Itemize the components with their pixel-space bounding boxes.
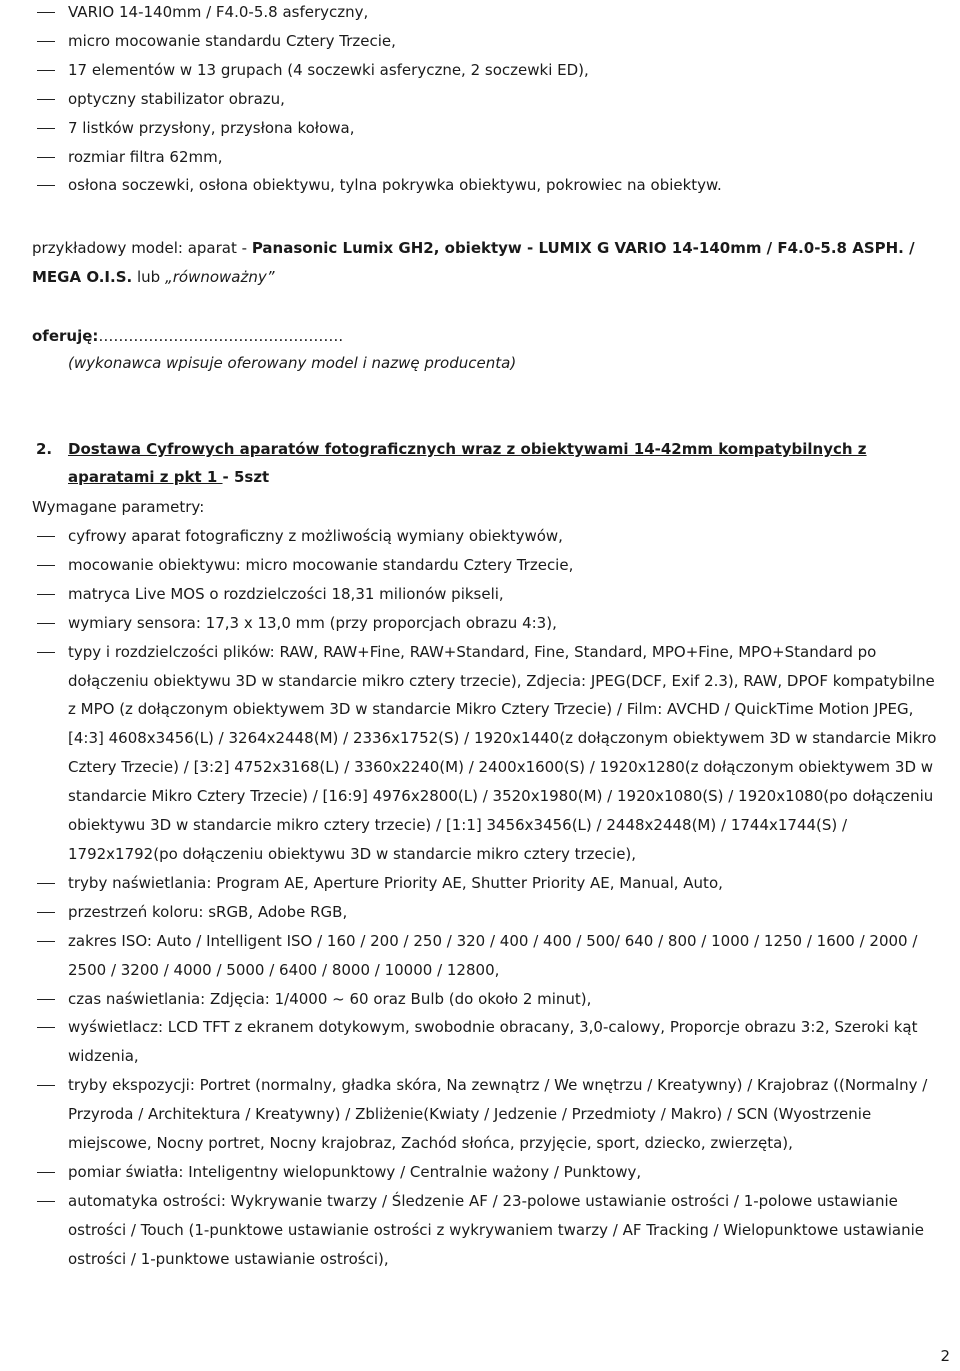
list-item: 17 elementów w 13 grupach (4 soczewki asferyczne, 2 soczewki ED), <box>68 60 589 79</box>
list-item: czas naświetlania: Zdjęcia: 1/4000 ~ 60 oraz Bulb (do około 2 minut), <box>68 989 592 1008</box>
equivalent-text: „równoważny” <box>164 267 275 286</box>
example-model-name: Panasonic Lumix GH2, obiektyw - LUMIX G VARIO 14-140mm / F4.0-5.8 ASPH. / MEGA O.I.S. <box>32 239 915 286</box>
list-item: wyświetlacz: LCD TFT z ekranem dotykowym, swobodnie obracany, 3,0-calowy, Proporcje obrazu 3:2, Szeroki kąt widzenia, <box>68 1018 918 1066</box>
list-item: matryca Live MOS o rozdzielczości 18,31 milionów pikseli, <box>68 584 504 603</box>
section-title-line1: Dostawa Cyfrowych aparatów fotograficznych wraz z obiektywami 14-42mm kompatybilnych z <box>68 440 867 458</box>
list-item: zakres ISO: Auto / Intelligent ISO / 160 / 200 / 250 / 320 / 400 / 400 / 500/ 640 / 800 / 1000 / 1250 / 1600 / 2000 / 2500 / 3200 / 4000 / 5000 / 6400 / 8000 / 10000 / 12800, <box>68 931 918 979</box>
list-item: automatyka ostrości: Wykrywanie twarzy / Śledzenie AF / 23-polowe ustawianie ostrości / 1-polowe ustawianie ostrości / Touch (1-punktowe ustawianie ostrości z wykrywaniem twarzy / AF Tracking / Wielopunktowe ustawianie ostrości / 1-punktowe ustawianie ostrości), <box>68 1191 924 1268</box>
list-item: optyczny stabilizator obrazu, <box>68 89 285 108</box>
example-model-paragraph: przykładowy model: aparat - Panasonic Lumix GH2, obiektyw - LUMIX G VARIO 14-140mm / F4.0-5.8 ASPH. / MEGA O.I.S. lub „równoważny” <box>32 239 915 286</box>
offer-dots: …………………………………………. <box>98 327 344 345</box>
list-item: tryby ekspozycji: Portret (normalny, gładka skóra, Na zewnątrz / We wnętrzu / Kreatywny) / Krajobraz ((Normalny / Przyroda / Architektura / Kreatywny) / Zbliżenie(Kwiaty / Jedzenie / Przedmioty / Makro) / SCN (Wyostrzenie miejscowe, Nocny portret, Nocny krajobraz, Zachód słońca, przyjęcie, sport, dziecko, zwierzęta), <box>68 1076 928 1153</box>
list-item: 7 listków przysłony, przysłona kołowa, <box>68 118 355 137</box>
section-quantity: - 5szt <box>222 468 270 486</box>
page-number: 2 <box>940 1347 950 1365</box>
section-heading <box>36 435 936 491</box>
list-item: pomiar światła: Inteligentny wielopunktowy / Centralnie ważony / Punktowy, <box>68 1162 642 1181</box>
offer-label: oferuję: <box>32 327 99 345</box>
list-item: cyfrowy aparat fotograficzny z możliwością wymiany obiektywów, <box>68 527 563 545</box>
offer-note: (wykonawca wpisuje oferowany model i nazwę producenta) <box>68 354 517 372</box>
list-item: wymiary sensora: 17,3 x 13,0 mm (przy proporcjach obrazu 4:3), <box>68 613 557 632</box>
list-item: typy i rozdzielczości plików: RAW, RAW+Fine, RAW+Standard, Fine, Standard, MPO+Fine, MPO+Standard po dołączeniu obiektywu 3D w standarcie mikro cztery trzecie), Zdjecia: JPEG(DCF, Exif 2.3), RAW, DPOF kompatybilne z MPO (z dołączonym obiektywem 3D w standarcie Mikro Cztery Trzecie) / Film: AVCHD / QuickTime Motion JPEG, [4:3] 4608x3456(L) / 3264x2448(M) / 2336x1752(S) / 1920x1440(z dołączonym obiektywem 3D w standarcie Mikro Cztery Trzecie) / [3:2] 4752x3168(L) / 3360x2240(M) / 2400x1600(S) / 1920x1280(z dołączonym obiektywem 3D w standarcie Mikro Cztery Trzecie) / [16:9] 4976x2800(L) / 3520x1980(M) / 1920x1080(S) / 1920x1080(po dołączeniu obiektywu 3D w standarcie mikro cztery trzecie) / [1:1] 3456x3456(L) / 2448x2448(M) / 1744x1744(S) / 1792x1792(po dołączeniu obiektywu 3D w standarcie mikro cztery trzecie), <box>68 642 937 863</box>
list-item: przestrzeń koloru: sRGB, Adobe RGB, <box>68 902 348 921</box>
list-item: tryby naświetlania: Program AE, Aperture Priority AE, Shutter Priority AE, Manual, Auto, <box>68 873 723 892</box>
lens-spec-list <box>0 0 960 200</box>
list-item: mocowanie obiektywu: micro mocowanie standardu Cztery Trzecie, <box>68 555 574 574</box>
requirements-list <box>0 522 960 1274</box>
list-item: osłona soczewki, osłona obiektywu, tylna pokrywka obiektywu, pokrowiec na obiektyw. <box>68 176 722 195</box>
section-title-line2: aparatami z pkt 1 <box>68 468 223 486</box>
list-item: micro mocowanie standardu Cztery Trzecie, <box>68 31 396 50</box>
list-item: VARIO 14-140mm / F4.0-5.8 asferyczny, <box>68 3 369 21</box>
requirements-label: Wymagane parametry: <box>32 498 205 516</box>
list-item: rozmiar filtra 62mm, <box>68 147 223 166</box>
offer-line <box>32 323 343 349</box>
section-number: 2. <box>36 440 53 458</box>
